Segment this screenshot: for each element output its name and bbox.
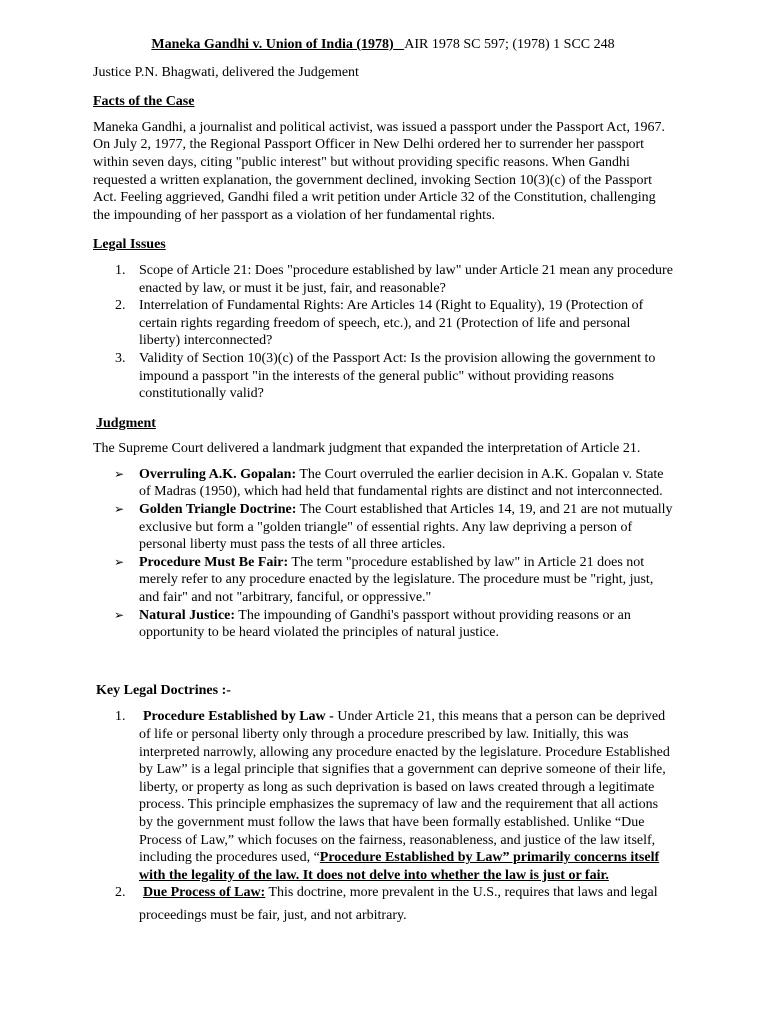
legal-issues-heading: Legal Issues [93, 237, 166, 253]
judge-line: Justice P.N. Bhagwati, delivered the Judgement [93, 64, 359, 80]
key-doctrines-list [93, 708, 673, 929]
list-item: 2. Interrelation of Fundamental Rights: Are Articles 14 (Right to Equality), 19 (Protection of certain rights regarding freedom of speech, etc.), and 21 (Protection of life and personal liberty) interconnected? [115, 298, 644, 349]
list-item: ➢ Overruling A.K. Gopalan: The Court overruled the earlier decision in A.K. Gopalan v. State of Madras (1950), which had held that fundamental rights are distinct and not interconnected. [114, 466, 664, 500]
legal-issues-list [93, 262, 673, 403]
list-item: ➢ Golden Triangle Doctrine: The Court established that Articles 14, 19, and 21 are not mutually exclusive but form a "golden triangle" of essential rights. Any law depriving a person of personal liberty must pass the tests of all three articles. [114, 502, 673, 553]
arrow-bullet-icon: ➢ [114, 502, 125, 517]
list-item: ➢ Procedure Must Be Fair: The term "procedure established by law" in Article 21 does not merely refer to any procedure enacted by the legislature. The procedure must be "right, just, and fair" and not "arbitrary, fanciful, or oppressive." [114, 554, 654, 606]
arrow-bullet-icon: ➢ [114, 554, 125, 569]
document-page [93, 36, 673, 929]
key-doctrines-heading: Key Legal Doctrines :- [96, 682, 231, 698]
list-item: 2. Due Process of Law: This doctrine, more prevalent in the U.S., requires that laws and legal proceedings must be fair, just, and not arbitrary. [115, 885, 658, 923]
arrow-bullet-icon: ➢ [114, 607, 125, 622]
facts-heading: Facts of the Case [93, 94, 195, 110]
list-item: ➢ Natural Justice: The impounding of Gandhi's passport without providing reasons or an opportunity to be heard violated the principles of natural justice. [114, 607, 631, 641]
judgment-heading: Judgment [96, 415, 156, 431]
arrow-bullet-icon: ➢ [114, 466, 125, 481]
case-title-line [93, 36, 673, 54]
judgment-list [93, 466, 673, 642]
list-item: 1. Procedure Established by Law - Under Article 21, this means that a person can be deprived of life or personal liberty only through a procedure prescribed by law. Initially, this was interpreted narrowly, allowing any procedure enacted by the legislature. Procedure Established by Law” is a legal principle that signifies that a government can deprive someone of their life, liberty, or property as long as such deprivation is based on laws created through a legitimate process. This principle emphasizes the supremacy of law and the requirement that all actions by the government must follow the laws that have been formally established. Unlike “Due Process of Law,” which focuses on the fairness, reasonableness, and justice of the law itself, including the procedures used, “Procedure Established by Law” primarily concerns itself with the legality of the law. It does not delve into whether the law is just or fair. [115, 709, 670, 883]
list-item: 1. Scope of Article 21: Does "procedure established by law" under Article 21 mean any procedure enacted by law, or must it be just, fair, and reasonable? [115, 262, 673, 296]
case-name: Maneka Gandhi v. Union of India (1978) [151, 37, 394, 52]
case-citation: AIR 1978 SC 597; (1978) 1 SCC 248 [404, 37, 615, 52]
facts-paragraph: Maneka Gandhi, a journalist and political activist, was issued a passport under the Passport Act, 1967. On July 2, 1977, the Regional Passport Officer in New Delhi ordered her to surrender her passport within seven days, citing "public interest" but without providing specific reasons. When Gandhi requested a written explanation, the government declined, invoking Section 10(3)(c) of the Passport Act. Feeling aggrieved, Gandhi filed a writ petition under Article 32 of the Constitution, challenging the impounding of her passport as a violation of her fundamental rights. [93, 119, 665, 223]
emphasis-text: Procedure Established by Law” primarily concerns itself with the legality of the law. It does not delve into whether the law is just or fair. [139, 850, 660, 883]
judgment-intro: The Supreme Court delivered a landmark judgment that expanded the interpretation of Article 21. [93, 441, 641, 457]
list-item: 3. Validity of Section 10(3)(c) of the Passport Act: Is the provision allowing the government to impound a passport "in the interests of the general public" without providing reasons constitutionally valid? [115, 350, 656, 402]
